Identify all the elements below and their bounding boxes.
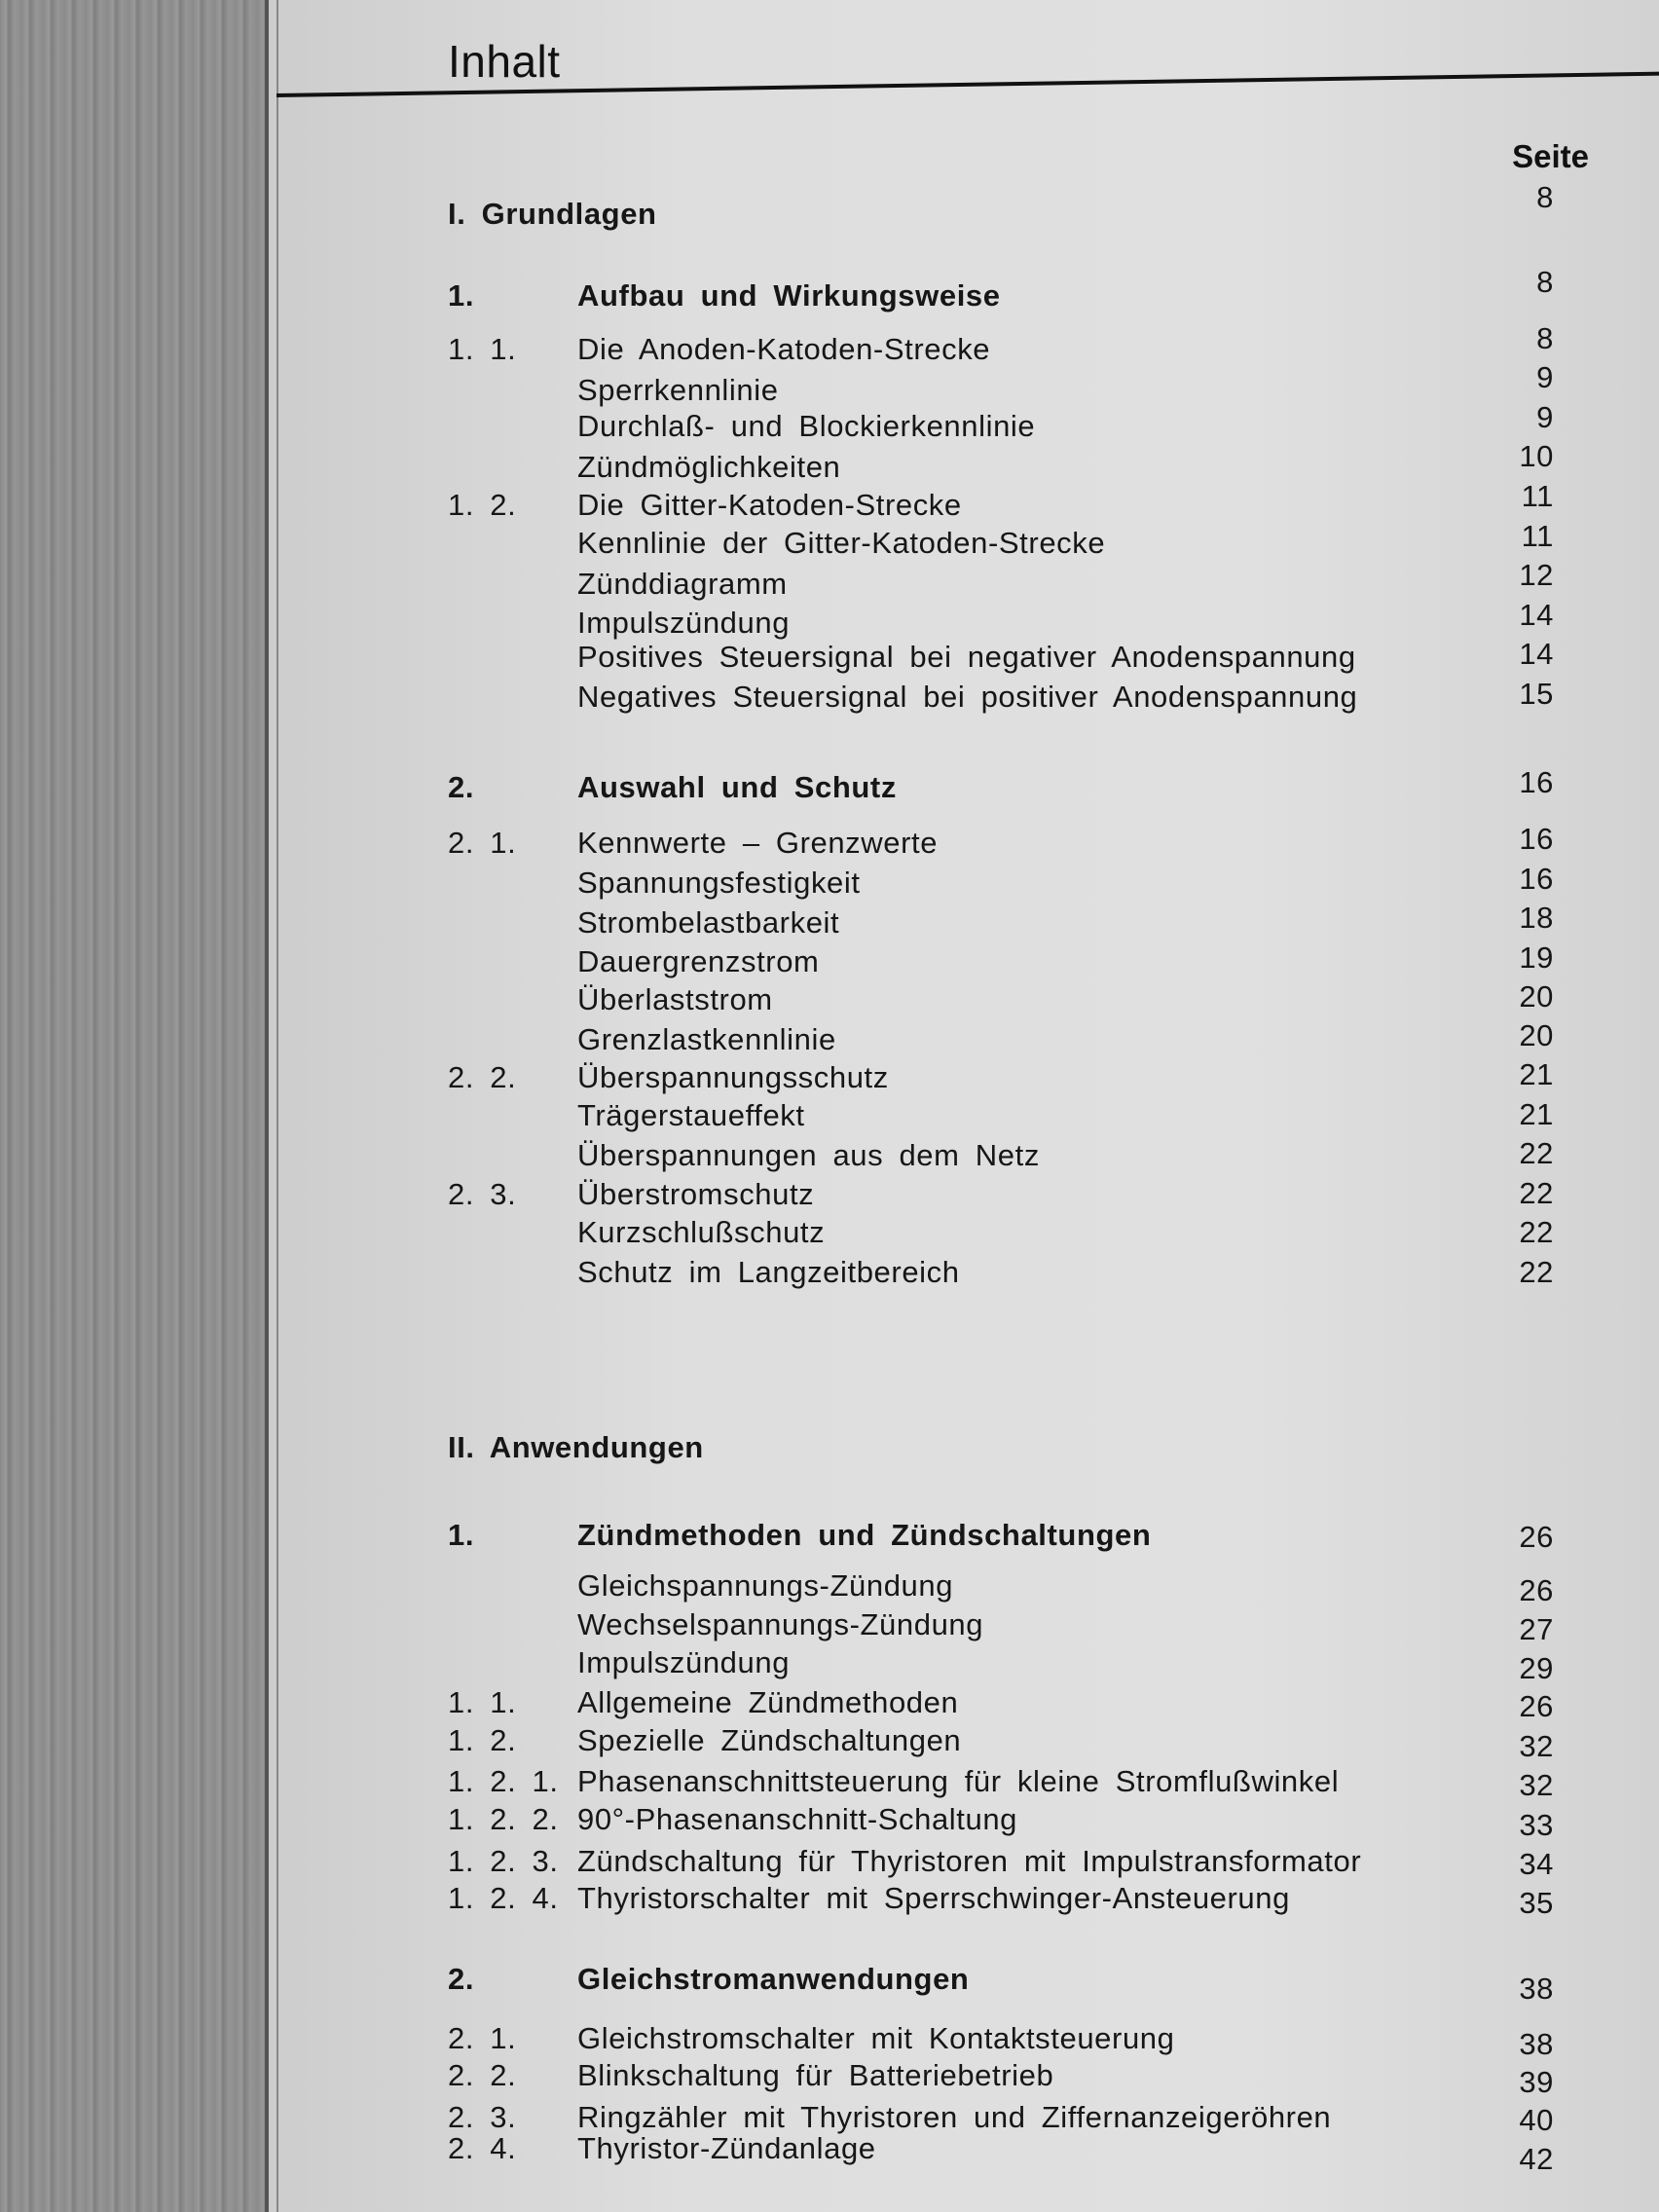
entry-page-number: 26 [1519, 1573, 1554, 1607]
entry-page-number: 33 [1519, 1808, 1554, 1842]
entry-title: Überlaststrom [577, 982, 773, 1016]
entry-page-number: 16 [1519, 765, 1554, 799]
chapter-title: Gleichstromanwendungen [577, 1962, 970, 1996]
entry-page-number: 27 [1519, 1612, 1554, 1646]
entry-number: 2. 2. [448, 1060, 517, 1094]
entry-title: Kennlinie der Gitter-Katoden-Strecke [577, 526, 1106, 560]
page-title: Inhalt [448, 36, 561, 87]
entry-page-number: 22 [1519, 1176, 1554, 1210]
entry-page-number: 22 [1519, 1255, 1554, 1289]
entry-page-number: 8 [1536, 265, 1554, 299]
entry-page-number: 15 [1519, 677, 1554, 711]
entry-page-number: 8 [1536, 321, 1554, 355]
entry-page-number: 39 [1519, 2065, 1554, 2099]
entry-title: Gleichspannungs-Zündung [577, 1568, 954, 1603]
entry-number: 2. 3. [448, 2100, 517, 2134]
entry-number: 1. 2. 2. [448, 1802, 559, 1836]
entry-title: Allgemeine Zündmethoden [577, 1685, 959, 1719]
entry-number: 1. 2. [448, 1723, 517, 1757]
entry-title: Phasenanschnittsteuerung für kleine Stromflußwinkel [577, 1764, 1340, 1798]
entry-title: Kennwerte – Grenzwerte [577, 826, 939, 860]
entry-title: Zündschaltung für Thyristoren mit Impulstransformator [577, 1844, 1362, 1878]
entry-title: Thyristor-Zündanlage [577, 2131, 876, 2165]
entry-page-number: 26 [1519, 1689, 1554, 1723]
entry-title: Durchlaß- und Blockierkennlinie [577, 409, 1036, 443]
entry-page-number: 38 [1519, 1972, 1554, 2006]
entry-title: Die Gitter-Katoden-Strecke [577, 488, 962, 522]
entry-number: 2. 3. [448, 1177, 517, 1211]
entry-page-number: 16 [1519, 862, 1554, 896]
entry-title: 90°-Phasenanschnitt-Schaltung [577, 1802, 1018, 1836]
entry-number: 2. 1. [448, 2021, 517, 2055]
entry-page-number: 42 [1519, 2142, 1554, 2176]
entry-number: 2. 1. [448, 826, 517, 860]
entry-page-number: 9 [1536, 400, 1554, 434]
wood-background [0, 0, 265, 2212]
part-heading: II. Anwendungen [448, 1430, 704, 1464]
entry-title: Sperrkennlinie [577, 373, 779, 407]
part-page-number: 8 [1536, 180, 1554, 214]
chapter-title: Zündmethoden und Zündschaltungen [577, 1518, 1152, 1552]
entry-title: Grenzlastkennlinie [577, 1022, 836, 1056]
entry-title: Strombelastbarkeit [577, 905, 840, 940]
entry-title: Negatives Steuersignal bei positiver Anodenspannung [577, 680, 1358, 714]
entry-title: Spannungsfestigkeit [577, 866, 861, 900]
entry-page-number: 20 [1519, 979, 1554, 1014]
entry-page-number: 11 [1521, 479, 1554, 513]
entry-title: Wechselspannungs-Zündung [577, 1607, 984, 1641]
entry-page-number: 34 [1519, 1847, 1554, 1881]
entry-page-number: 10 [1519, 439, 1554, 473]
entry-number: 1. 2. 1. [448, 1764, 559, 1798]
entry-page-number: 22 [1519, 1215, 1554, 1249]
entry-title: Schutz im Langzeitbereich [577, 1255, 960, 1289]
page-column-header: Seite [1512, 138, 1589, 174]
entry-title: Überspannungen aus dem Netz [577, 1138, 1040, 1172]
entry-page-number: 38 [1519, 2027, 1554, 2061]
entry-page-number: 16 [1519, 822, 1554, 856]
entry-page-number: 21 [1519, 1097, 1554, 1131]
entry-page-number: 20 [1519, 1018, 1554, 1052]
entry-title: Ringzähler mit Thyristoren und Ziffernanzeigeröhren [577, 2100, 1332, 2134]
entry-page-number: 32 [1519, 1729, 1554, 1763]
entry-page-number: 14 [1519, 637, 1554, 671]
entry-page-number: 14 [1519, 598, 1554, 632]
entry-number: 1. 1. [448, 1685, 517, 1719]
entry-page-number: 9 [1536, 360, 1554, 394]
entry-title: Thyristorschalter mit Sperrschwinger-Ansteuerung [577, 1881, 1290, 1915]
entry-title: Gleichstromschalter mit Kontaktsteuerung [577, 2021, 1175, 2055]
entry-page-number: 29 [1519, 1651, 1554, 1685]
entry-number: 1. [448, 1518, 475, 1552]
entry-page-number: 40 [1519, 2103, 1554, 2137]
entry-number: 1. [448, 278, 475, 313]
entry-number: 2. 4. [448, 2131, 517, 2165]
part-heading: I. Grundlagen [448, 197, 657, 231]
entry-title: Überspannungsschutz [577, 1060, 889, 1094]
entry-page-number: 21 [1519, 1057, 1554, 1091]
entry-page-number: 18 [1519, 901, 1554, 935]
entry-title: Kurzschlußschutz [577, 1215, 826, 1249]
entry-page-number: 22 [1519, 1136, 1554, 1170]
entry-title: Trägerstaueffekt [577, 1098, 805, 1132]
entry-number: 2. [448, 1962, 475, 1996]
chapter-title: Auswahl und Schutz [577, 770, 897, 804]
entry-page-number: 26 [1519, 1520, 1554, 1554]
entry-title: Dauergrenzstrom [577, 944, 820, 978]
entry-title: Blinkschaltung für Batteriebetrieb [577, 2058, 1054, 2092]
chapter-title: Aufbau und Wirkungsweise [577, 278, 1001, 313]
entry-number: 2. 2. [448, 2058, 517, 2092]
entry-number: 1. 2. [448, 488, 517, 522]
entry-title: Überstromschutz [577, 1177, 815, 1211]
entry-title: Die Anoden-Katoden-Strecke [577, 332, 991, 366]
entry-number: 2. [448, 770, 475, 804]
entry-page-number: 19 [1519, 940, 1554, 975]
entry-page-number: 12 [1519, 558, 1554, 592]
entry-number: 1. 1. [448, 332, 517, 366]
entry-title: Zündmöglichkeiten [577, 450, 841, 484]
entry-title: Impulszündung [577, 1645, 791, 1679]
entry-page-number: 32 [1519, 1768, 1554, 1802]
entry-page-number: 35 [1519, 1886, 1554, 1920]
entry-number: 1. 2. 3. [448, 1844, 559, 1878]
entry-page-number: 11 [1521, 519, 1554, 553]
entry-title: Spezielle Zündschaltungen [577, 1723, 962, 1757]
entry-title: Impulszündung [577, 606, 791, 640]
entry-number: 1. 2. 4. [448, 1881, 559, 1915]
entry-title: Zünddiagramm [577, 567, 788, 601]
entry-title: Positives Steuersignal bei negativer Anodenspannung [577, 640, 1356, 674]
